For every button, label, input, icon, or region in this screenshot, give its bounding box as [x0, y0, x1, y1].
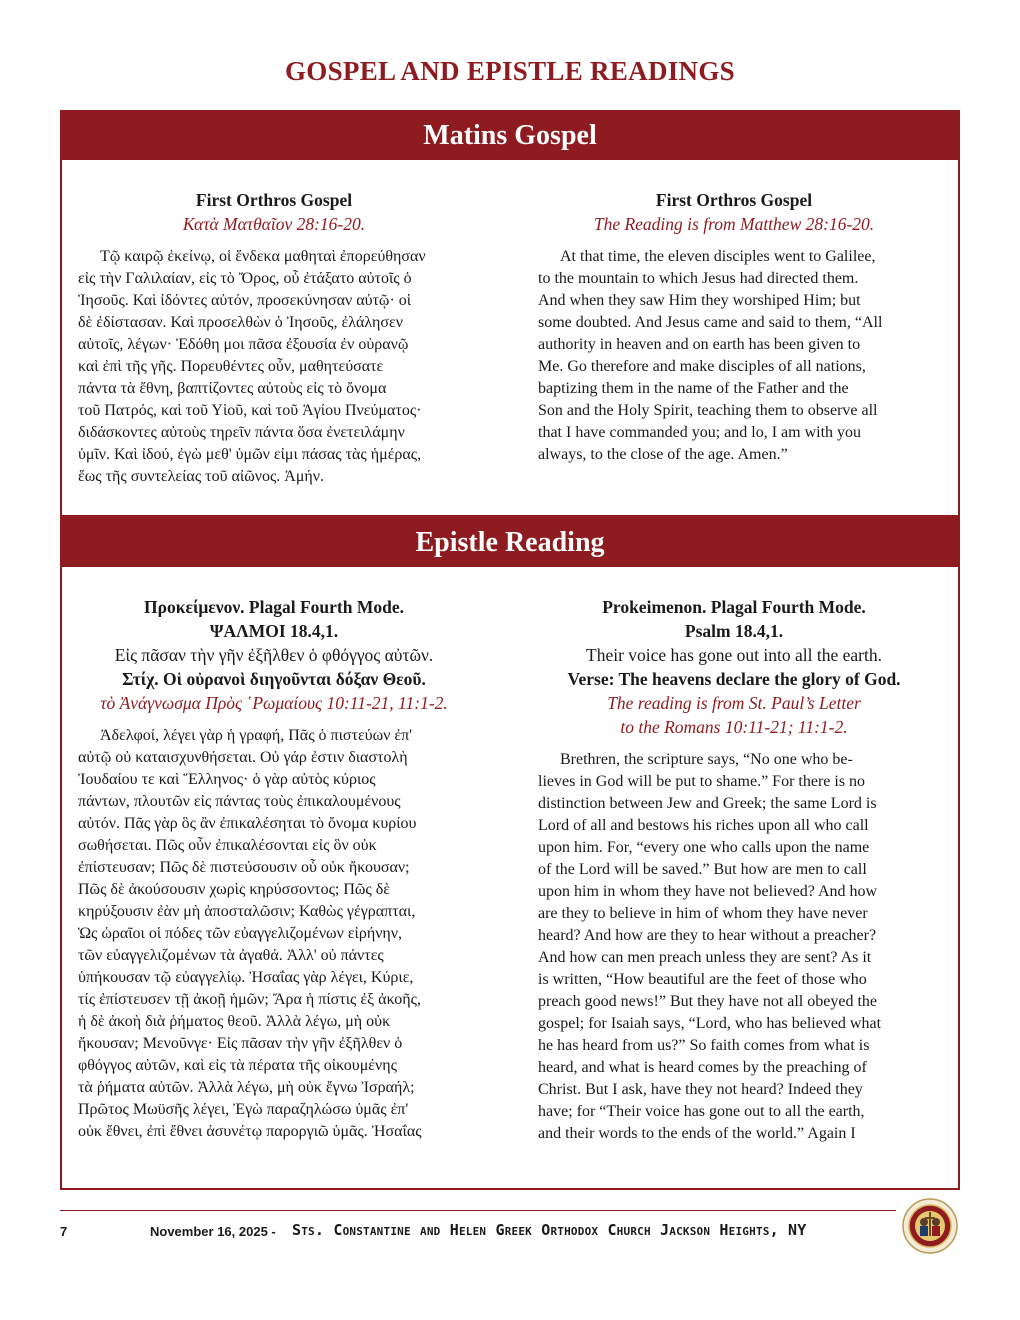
- matins-greek-column: [78, 188, 470, 488]
- page-number: 7: [60, 1224, 68, 1239]
- matins-greek-heading: First Orthros Gospel: [195, 190, 353, 210]
- matins-english-line: At that time, the eleven disciples went to Galilee,: [560, 248, 876, 265]
- epistle-greek-line: Πῶς δὲ ἀκούσουσιν χωρὶς κηρύσσοντος; Πῶς δὲ: [78, 881, 391, 898]
- epistle-greek-line: Ἰουδαίου τε καὶ Ἕλληνος· ὁ γὰρ αὐτὸς κύριος: [78, 771, 376, 788]
- epistle-greek-line: ἐπίστευσαν; Πῶς δὲ πιστεύσουσιν οὗ οὐκ ἤκουσαν;: [78, 859, 410, 876]
- matins-greek-line: καὶ ἐπὶ τῆς γῆς. Πορευθέντες οὖν, μαθητεύσατε: [78, 358, 384, 375]
- epistle-greek-line: τὰ ῥήματα αὐτῶν. Ἀλλὰ λέγω, μὴ οὐκ ἔγνω Ἰσραήλ;: [78, 1079, 415, 1096]
- epistle-english-line: is written, “How beautiful are the feet of those who: [538, 971, 867, 988]
- epistle-english-line: of the Lord will be saved.” But how are men to call: [538, 861, 867, 878]
- epistle-english-heading: Prokeimenon. Plagal Fourth Mode.: [602, 597, 866, 617]
- epistle-english-verse2: Verse: The heavens declare the glory of God.: [567, 669, 901, 689]
- matins-greek-body: [78, 246, 470, 488]
- epistle-english-line: lieves in God will be put to shame.” For there is no: [538, 773, 866, 790]
- matins-english-line: Me. Go therefore and make disciples of all nations,: [538, 358, 866, 375]
- matins-english-line: always, to the close of the age. Amen.”: [538, 446, 788, 463]
- matins-greek-line: Τῷ καιρῷ ἐκείνῳ, οἱ ἕνδεκα μαθηταὶ ἐπορεύθησαν: [100, 248, 426, 265]
- matins-greek-line: δὲ ἐδίστασαν. Καὶ προσελθὼν ὁ Ἰησοῦς, ἐλάλησεν: [78, 314, 403, 331]
- epistle-greek-verse2: Στίχ. Οἱ οὐρανοὶ διηγοῦνται δόξαν Θεοῦ.: [122, 669, 426, 689]
- matins-greek-line: ἕως τῆς συντελείας τοῦ αἰῶνος. Ἀμήν.: [78, 468, 325, 485]
- epistle-greek-line: ἡ δὲ ἀκοὴ διὰ ῥήματος θεοῦ. Ἀλλὰ λέγω, μὴ οὐκ: [78, 1013, 391, 1030]
- page-title: GOSPEL AND EPISTLE READINGS: [285, 56, 735, 86]
- epistle-english-line: heard? And how are they to hear without a preacher?: [538, 927, 877, 944]
- matins-greek-line: πάντα τὰ ἔθνη, βαπτίζοντες αὐτοὺς εἰς τὸ ὄνομα: [78, 380, 387, 397]
- matins-english-line: that I have commanded you; and lo, I am with you: [538, 424, 862, 441]
- epistle-english-line: gospel; for Isaiah says, “Lord, who has believed what: [538, 1015, 882, 1032]
- footer-date: November 16, 2025 -: [150, 1224, 276, 1239]
- matins-english-line: some doubted. And Jesus came and said to them, “All: [538, 314, 883, 331]
- epistle-greek-line: κηρύξουσιν ἐὰν μὴ ἀποσταλῶσιν; Καθὼς γέγραπται,: [78, 903, 416, 920]
- epistle-english-line: upon him in whom they have not believed? And how: [538, 883, 878, 900]
- matins-greek-line: διδάσκοντες αὐτοὺς τηρεῖν πάντα ὅσα ἐνετειλάμην: [78, 424, 405, 441]
- epistle-english-line: distinction between Jew and Greek; the same Lord is: [538, 795, 877, 812]
- epistle-english-line: and their words to the ends of the world.” Again I: [538, 1125, 856, 1142]
- epistle-english-column: [538, 595, 930, 1145]
- matins-english-line: Son and the Holy Spirit, teaching them to observe all: [538, 402, 878, 419]
- epistle-greek-line: σωθήσεται. Πῶς οὖν ἐπικαλέσονται εἰς ὃν οὐκ: [78, 837, 377, 854]
- matins-english-body: [538, 246, 930, 466]
- epistle-greek-line: οὐκ ἔθνει, ἐπὶ ἔθνει ἀσυνέτῳ παροργιῶ ὑμᾶς. Ἠσαΐας: [78, 1123, 422, 1140]
- epistle-english-line: preach good news!” But they have not all obeyed the: [538, 993, 877, 1010]
- epistle-greek-line: ὑπήκουσαν τῷ εὐαγγελίῳ. Ἠσαΐας γὰρ λέγει, Κύριε,: [78, 969, 414, 986]
- epistle-english-line: heard, and what is heard comes by the preaching of: [538, 1059, 867, 1076]
- epistle-english-body: [538, 749, 930, 1145]
- epistle-english-verse1: Their voice has gone out into all the earth.: [586, 645, 882, 665]
- epistle-english-ref2: to the Romans 10:11-21; 11:1-2.: [620, 717, 848, 737]
- epistle-greek-line: Ὡς ὡραῖοι οἱ πόδες τῶν εὐαγγελιζομένων εἰρήνην,: [78, 925, 403, 942]
- epistle-greek-line: τίς ἐπίστευσεν τῇ ἀκοῇ ἡμῶν; Ἄρα ἡ πίστις ἐξ ἀκοῆς,: [78, 991, 421, 1008]
- epistle-greek-heading: Προκείμενον. Plagal Fourth Mode.: [144, 597, 404, 617]
- matins-greek-ref: Κατὰ Ματθαῖον 28:16-20.: [182, 214, 366, 234]
- matins-greek-line: ὑμῖν. Καὶ ἰδού, ἐγὼ μεθ' ὑμῶν εἰμι πάσας τὰς ἡμέρας,: [78, 446, 422, 463]
- epistle-greek-verse1: Εἰς πᾶσαν τὴν γῆν ἐξῆλθεν ὁ φθόγγος αὐτῶν.: [114, 645, 434, 665]
- matins-band: Matins Gospel: [62, 112, 958, 160]
- epistle-english-line: Brethren, the scripture says, “No one who be-: [560, 751, 853, 768]
- church-seal-icon: [902, 1198, 958, 1254]
- matins-greek-line: αὐτοῖς, λέγων· Ἐδόθη μοι πᾶσα ἐξουσία ἐν οὐρανῷ: [78, 336, 409, 353]
- matins-english-line: And when they saw Him they worshiped Him; but: [538, 292, 861, 309]
- epistle-greek-line: τῶν εὐαγγελιζομένων τὰ ἀγαθά. Ἀλλ' οὐ πάντες: [78, 947, 384, 964]
- epistle-greek-line: αὐτῷ οὐ καταισχυνθήσεται. Οὐ γάρ ἐστιν διαστολὴ: [78, 749, 408, 766]
- epistle-english-line: he has heard from us?” So faith comes from what is: [538, 1037, 870, 1054]
- epistle-english-line: Lord of all and bestows his riches upon all who call: [538, 817, 869, 834]
- footer-church-name: Sts. Constantine and Helen Greek Orthodox Church Jackson Heights, NY: [292, 1221, 807, 1239]
- epistle-english-line: upon him. For, “every one who calls upon the name: [538, 839, 870, 856]
- epistle-english-ref1: The reading is from St. Paul’s Letter: [607, 693, 861, 713]
- epistle-band: Epistle Reading: [62, 519, 958, 567]
- matins-english-heading: First Orthros Gospel: [655, 190, 813, 210]
- matins-english-column: [538, 188, 930, 466]
- epistle-greek-line: φθόγγος αὐτῶν, καὶ εἰς τὰ πέρατα τῆς οἰκουμένης: [78, 1057, 397, 1074]
- epistle-greek-column: [78, 595, 470, 1143]
- epistle-greek-line: ἤκουσαν; Μενοῦνγε· Εἰς πᾶσαν τὴν γῆν ἐξῆλθεν ὁ: [78, 1035, 403, 1052]
- epistle-english-line: are they to believe in him of whom they have never: [538, 905, 868, 922]
- matins-greek-line: εἰς τὴν Γαλιλαίαν, εἰς τὸ Ὄρος, οὗ ἐτάξατο αὐτοῖς ὁ: [78, 270, 412, 287]
- epistle-english-line: Christ. But I ask, have they not heard? Indeed they: [538, 1081, 863, 1098]
- footer: [60, 1222, 900, 1244]
- epistle-greek-line: αὐτόν. Πᾶς γὰρ ὃς ἂν ἐπικαλέσηται τὸ ὄνομα κυρίου: [78, 815, 417, 832]
- epistle-english-line: And how can men preach unless they are sent? As it: [538, 949, 872, 966]
- epistle-greek-line: Πρῶτος Μωϋσῆς λέγει, Ἐγὼ παραζηλώσω ὑμᾶς ἐπ': [78, 1101, 409, 1118]
- epistle-greek-body: [78, 725, 470, 1143]
- epistle-greek-line: Ἀδελφοί, λέγει γὰρ ἡ γραφή, Πᾶς ὁ πιστεύων ἐπ': [100, 727, 413, 744]
- matins-english-line: to the mountain to which Jesus had directed them.: [538, 270, 859, 287]
- epistle-greek-line: πάντων, πλουτῶν εἰς πάντας τοὺς ἐπικαλουμένους: [78, 793, 401, 810]
- matins-greek-line: Ἰησοῦς. Καὶ ἰδόντες αὐτόν, προσεκύνησαν αὐτῷ· οἱ: [78, 292, 412, 309]
- matins-greek-line: τοῦ Πατρός, καὶ τοῦ Υἱοῦ, καὶ τοῦ Ἁγίου Πνεύματος·: [78, 402, 422, 419]
- matins-english-line: authority in heaven and on earth has been given to: [538, 336, 861, 353]
- epistle-english-psalm: Psalm 18.4,1.: [684, 621, 784, 641]
- epistle-greek-psalm: ΨΑΛΜΟΙ 18.4,1.: [209, 621, 339, 641]
- footer-rule: [60, 1210, 896, 1211]
- matins-english-line: baptizing them in the name of the Father and the: [538, 380, 849, 397]
- matins-english-ref: The Reading is from Matthew 28:16-20.: [593, 214, 875, 234]
- epistle-greek-ref: τὸ Ἀνάγνωσμα Πρὸς ῾Ρωμαίους 10:11-21, 11:1-2.: [100, 693, 448, 713]
- epistle-english-line: have; for “Their voice has gone out to all the earth,: [538, 1103, 865, 1120]
